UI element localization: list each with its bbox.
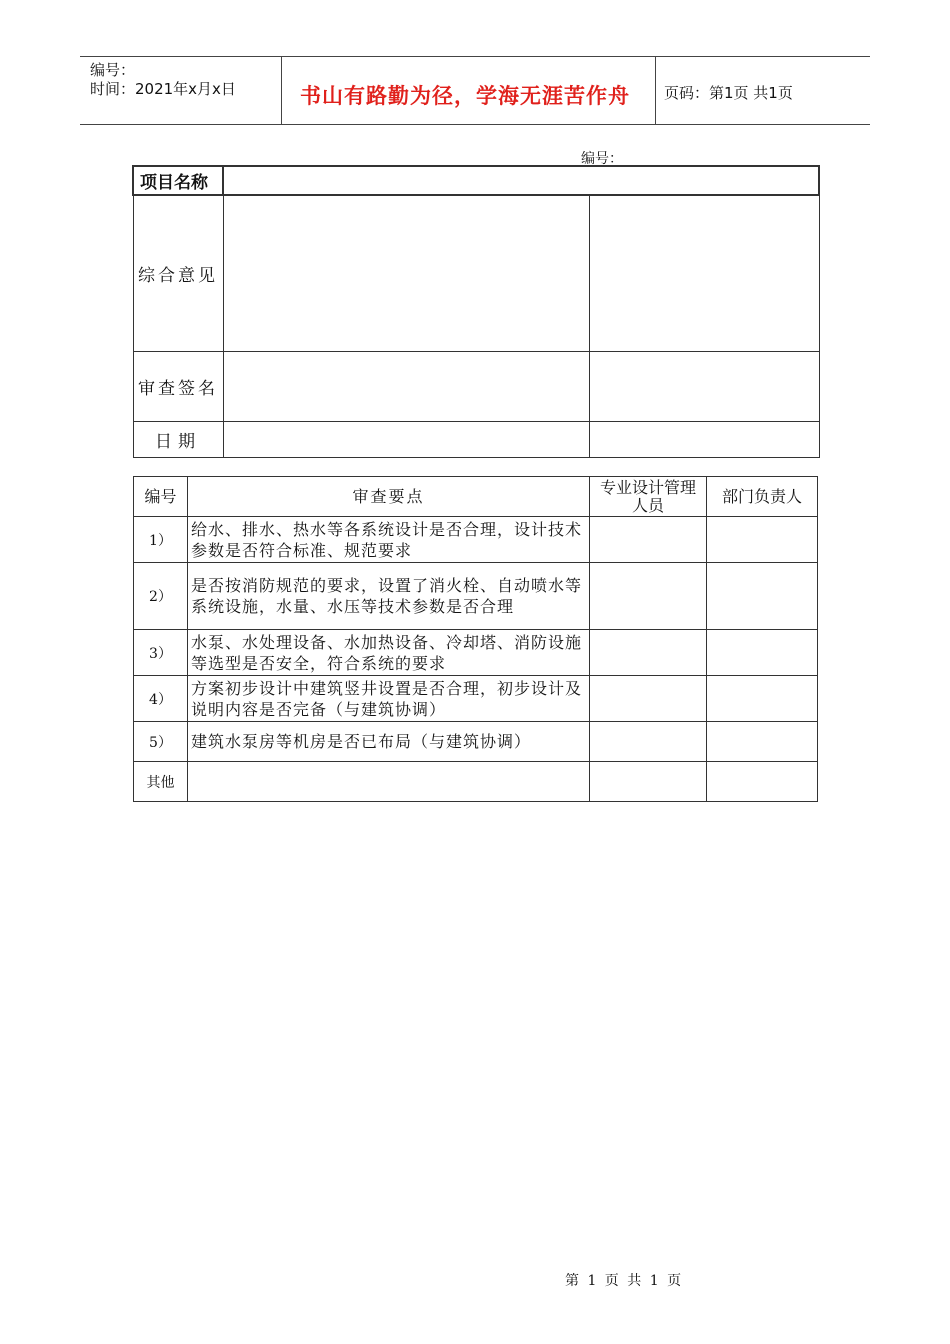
date-field-2[interactable] bbox=[589, 421, 819, 457]
signature-field[interactable] bbox=[223, 351, 589, 421]
header-manager: 部门负责人 bbox=[707, 477, 818, 517]
header-number: 编号 bbox=[134, 477, 188, 517]
header-divider-left bbox=[281, 56, 282, 125]
row-number: 5） bbox=[134, 722, 188, 762]
signature-field-2[interactable] bbox=[589, 351, 819, 421]
row-number: 2） bbox=[134, 563, 188, 630]
header-motto: 书山有路勤为径，学海无涯苦作舟 bbox=[300, 83, 630, 108]
manager-cell[interactable] bbox=[707, 722, 818, 762]
opinion-field-2[interactable] bbox=[589, 195, 819, 351]
row-number: 3） bbox=[134, 630, 188, 676]
row-text: 水泵、水处理设备、水加热设备、冷却塔、消防设施等选型是否安全，符合系统的要求 bbox=[188, 630, 590, 676]
table-row bbox=[134, 630, 818, 676]
header-designer: 专业设计管理人员 bbox=[590, 477, 707, 517]
designer-cell[interactable] bbox=[590, 517, 707, 563]
row-number: 1） bbox=[134, 517, 188, 563]
project-name-label: 项目名称 bbox=[133, 166, 223, 195]
header-top-rule bbox=[80, 56, 870, 57]
project-name-value[interactable] bbox=[223, 166, 819, 195]
row-text: 给水、排水、热水等各系统设计是否合理，设计技术参数是否符合标准、规范要求 bbox=[188, 517, 590, 563]
signature-row bbox=[133, 351, 819, 421]
review-table bbox=[132, 165, 820, 458]
header-points: 审查要点 bbox=[188, 477, 590, 517]
header-time-label: 时间：2021年x月x日 bbox=[90, 80, 236, 98]
manager-cell[interactable] bbox=[707, 517, 818, 563]
opinion-label: 综合意见 bbox=[133, 195, 223, 351]
row-text: 方案初步设计中建筑竖井设置是否合理，初步设计及说明内容是否完备（与建筑协调） bbox=[188, 676, 590, 722]
row-text: 是否按消防规范的要求，设置了消火栓、自动喷水等系统设施，水量、水压等技术参数是否合理 bbox=[188, 563, 590, 630]
designer-cell[interactable] bbox=[590, 762, 707, 802]
designer-cell[interactable] bbox=[590, 676, 707, 722]
designer-cell[interactable] bbox=[590, 630, 707, 676]
header-bottom-rule bbox=[80, 124, 870, 125]
table-row bbox=[134, 722, 818, 762]
table-row bbox=[134, 762, 818, 802]
manager-cell[interactable] bbox=[707, 630, 818, 676]
row-number: 4） bbox=[134, 676, 188, 722]
header-divider-right bbox=[655, 56, 656, 125]
designer-cell[interactable] bbox=[590, 563, 707, 630]
checklist-header-row bbox=[134, 477, 818, 517]
table-row bbox=[134, 563, 818, 630]
doc-number-label: 编号： bbox=[581, 151, 623, 167]
signature-label: 审查签名 bbox=[133, 351, 223, 421]
designer-cell[interactable] bbox=[590, 722, 707, 762]
checklist-table bbox=[133, 476, 818, 802]
opinion-row bbox=[133, 195, 819, 351]
manager-cell[interactable] bbox=[707, 676, 818, 722]
manager-cell[interactable] bbox=[707, 762, 818, 802]
date-row bbox=[133, 421, 819, 457]
header-page-label: 页码：第1页 共1页 bbox=[664, 84, 793, 102]
header-number-label: 编号： bbox=[90, 61, 136, 79]
row-text: 建筑水泵房等机房是否已布局（与建筑协调） bbox=[188, 722, 590, 762]
date-label: 日期 bbox=[133, 421, 223, 457]
date-field[interactable] bbox=[223, 421, 589, 457]
table-row bbox=[134, 676, 818, 722]
opinion-field[interactable] bbox=[223, 195, 589, 351]
project-name-row bbox=[133, 166, 819, 195]
row-text bbox=[188, 762, 590, 802]
row-number: 其他 bbox=[134, 762, 188, 802]
manager-cell[interactable] bbox=[707, 563, 818, 630]
page-footer: 第 1 页 共 1 页 bbox=[565, 1273, 684, 1289]
table-row bbox=[134, 517, 818, 563]
